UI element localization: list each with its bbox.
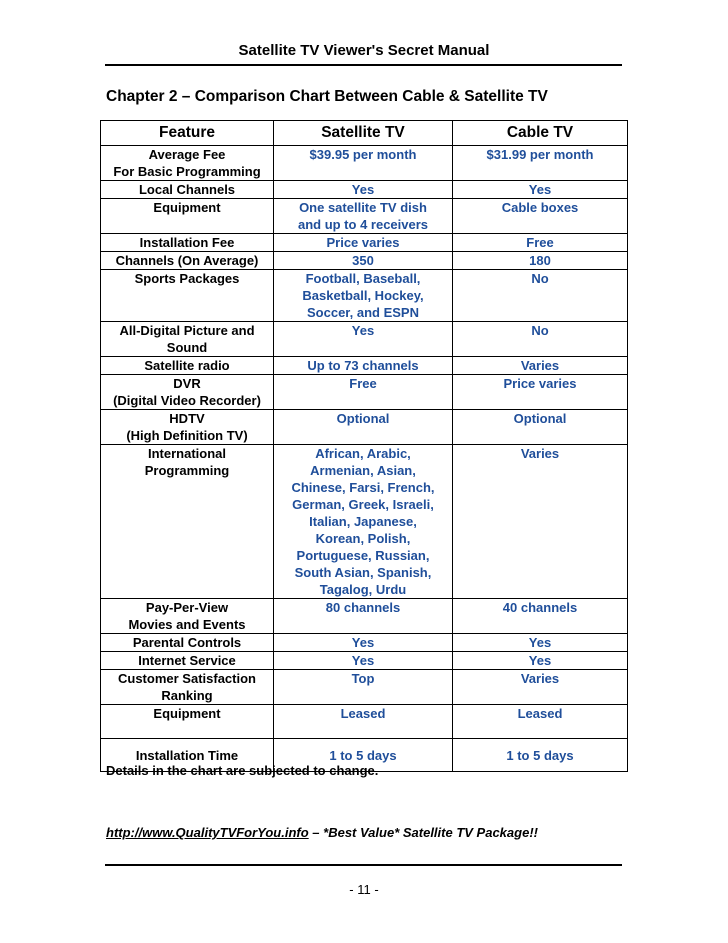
table-row [101,599,628,634]
feature-cell: Equipment [101,705,274,739]
cable-cell: Varies [453,357,628,375]
header-cable: Cable TV [453,121,628,146]
cable-cell: Varies [453,670,628,705]
cable-cell: Varies [453,445,628,599]
satellite-cell: 80 channels [274,599,453,634]
table-row [101,181,628,199]
satellite-cell: $39.95 per month [274,146,453,181]
table-body [101,146,628,772]
feature-cell: Pay-Per-View Movies and Events [101,599,274,634]
table-row [101,670,628,705]
satellite-cell: 350 [274,252,453,270]
cable-cell: Yes [453,634,628,652]
table-row [101,146,628,181]
cable-cell: Optional [453,410,628,445]
chapter-title: Chapter 2 – Comparison Chart Between Cable & Satellite TV [106,88,548,105]
satellite-cell: One satellite TV dish and up to 4 receivers [274,199,453,234]
cable-cell: 40 channels [453,599,628,634]
disclaimer-note: Details in the chart are subjected to change. [106,763,379,778]
feature-cell: Satellite radio [101,357,274,375]
page-number: - 11 - [349,882,379,897]
table-row [101,652,628,670]
satellite-cell: Yes [274,181,453,199]
cable-cell: $31.99 per month [453,146,628,181]
table-row [101,634,628,652]
header-rule [105,64,622,66]
cable-cell: No [453,270,628,322]
cable-cell: Price varies [453,375,628,410]
header-feature: Feature [101,121,274,146]
satellite-cell: Yes [274,322,453,357]
feature-cell: Channels (On Average) [101,252,274,270]
footer-rule [105,864,622,866]
promo-line [106,825,538,840]
cable-cell: No [453,322,628,357]
feature-cell: Sports Packages [101,270,274,322]
feature-cell: Average Fee For Basic Programming [101,146,274,181]
table-row [101,445,628,599]
feature-cell: HDTV (High Definition TV) [101,410,274,445]
cable-cell: Cable boxes [453,199,628,234]
table-header-row [101,121,628,146]
cable-cell: 180 [453,252,628,270]
satellite-cell: 1 to 5 days [274,739,453,772]
feature-cell: Equipment [101,199,274,234]
satellite-cell: Free [274,375,453,410]
satellite-cell: Football, Baseball, Basketball, Hockey, Soccer, and ESPN [274,270,453,322]
satellite-cell: Yes [274,652,453,670]
cable-cell: Yes [453,181,628,199]
cable-cell: Yes [453,652,628,670]
feature-cell: DVR (Digital Video Recorder) [101,375,274,410]
satellite-cell: Price varies [274,234,453,252]
feature-cell: Installation Time [101,739,274,772]
feature-cell: Internet Service [101,652,274,670]
feature-cell: Installation Fee [101,234,274,252]
satellite-cell: Optional [274,410,453,445]
table-row [101,705,628,739]
header-title: Satellite TV Viewer's Secret Manual [238,42,490,59]
satellite-cell: Yes [274,634,453,652]
comparison-table [100,120,628,772]
table-row [101,357,628,375]
feature-cell: International Programming [101,445,274,599]
satellite-cell: Top [274,670,453,705]
feature-cell: Customer Satisfaction Ranking [101,670,274,705]
table-row [101,234,628,252]
satellite-cell: African, Arabic, Armenian, Asian, Chinese, Farsi, French, German, Greek, Israeli, Italian, Japanese, Korean, Polish, Portuguese, Russian, South Asian, Spanish, Tagalog, Urdu [274,445,453,599]
table-row [101,375,628,410]
promo-link[interactable]: http://www.QualityTVForYou.info [106,825,309,840]
table-row [101,199,628,234]
table-row [101,252,628,270]
cable-cell: 1 to 5 days [453,739,628,772]
satellite-cell: Up to 73 channels [274,357,453,375]
cable-cell: Leased [453,705,628,739]
feature-cell: Local Channels [101,181,274,199]
table-row [101,322,628,357]
cable-cell: Free [453,234,628,252]
header-satellite: Satellite TV [274,121,453,146]
table-row [101,270,628,322]
feature-cell: All-Digital Picture and Sound [101,322,274,357]
feature-cell: Parental Controls [101,634,274,652]
satellite-cell: Leased [274,705,453,739]
promo-tagline: – *Best Value* Satellite TV Package!! [308,825,538,840]
table-row [101,410,628,445]
